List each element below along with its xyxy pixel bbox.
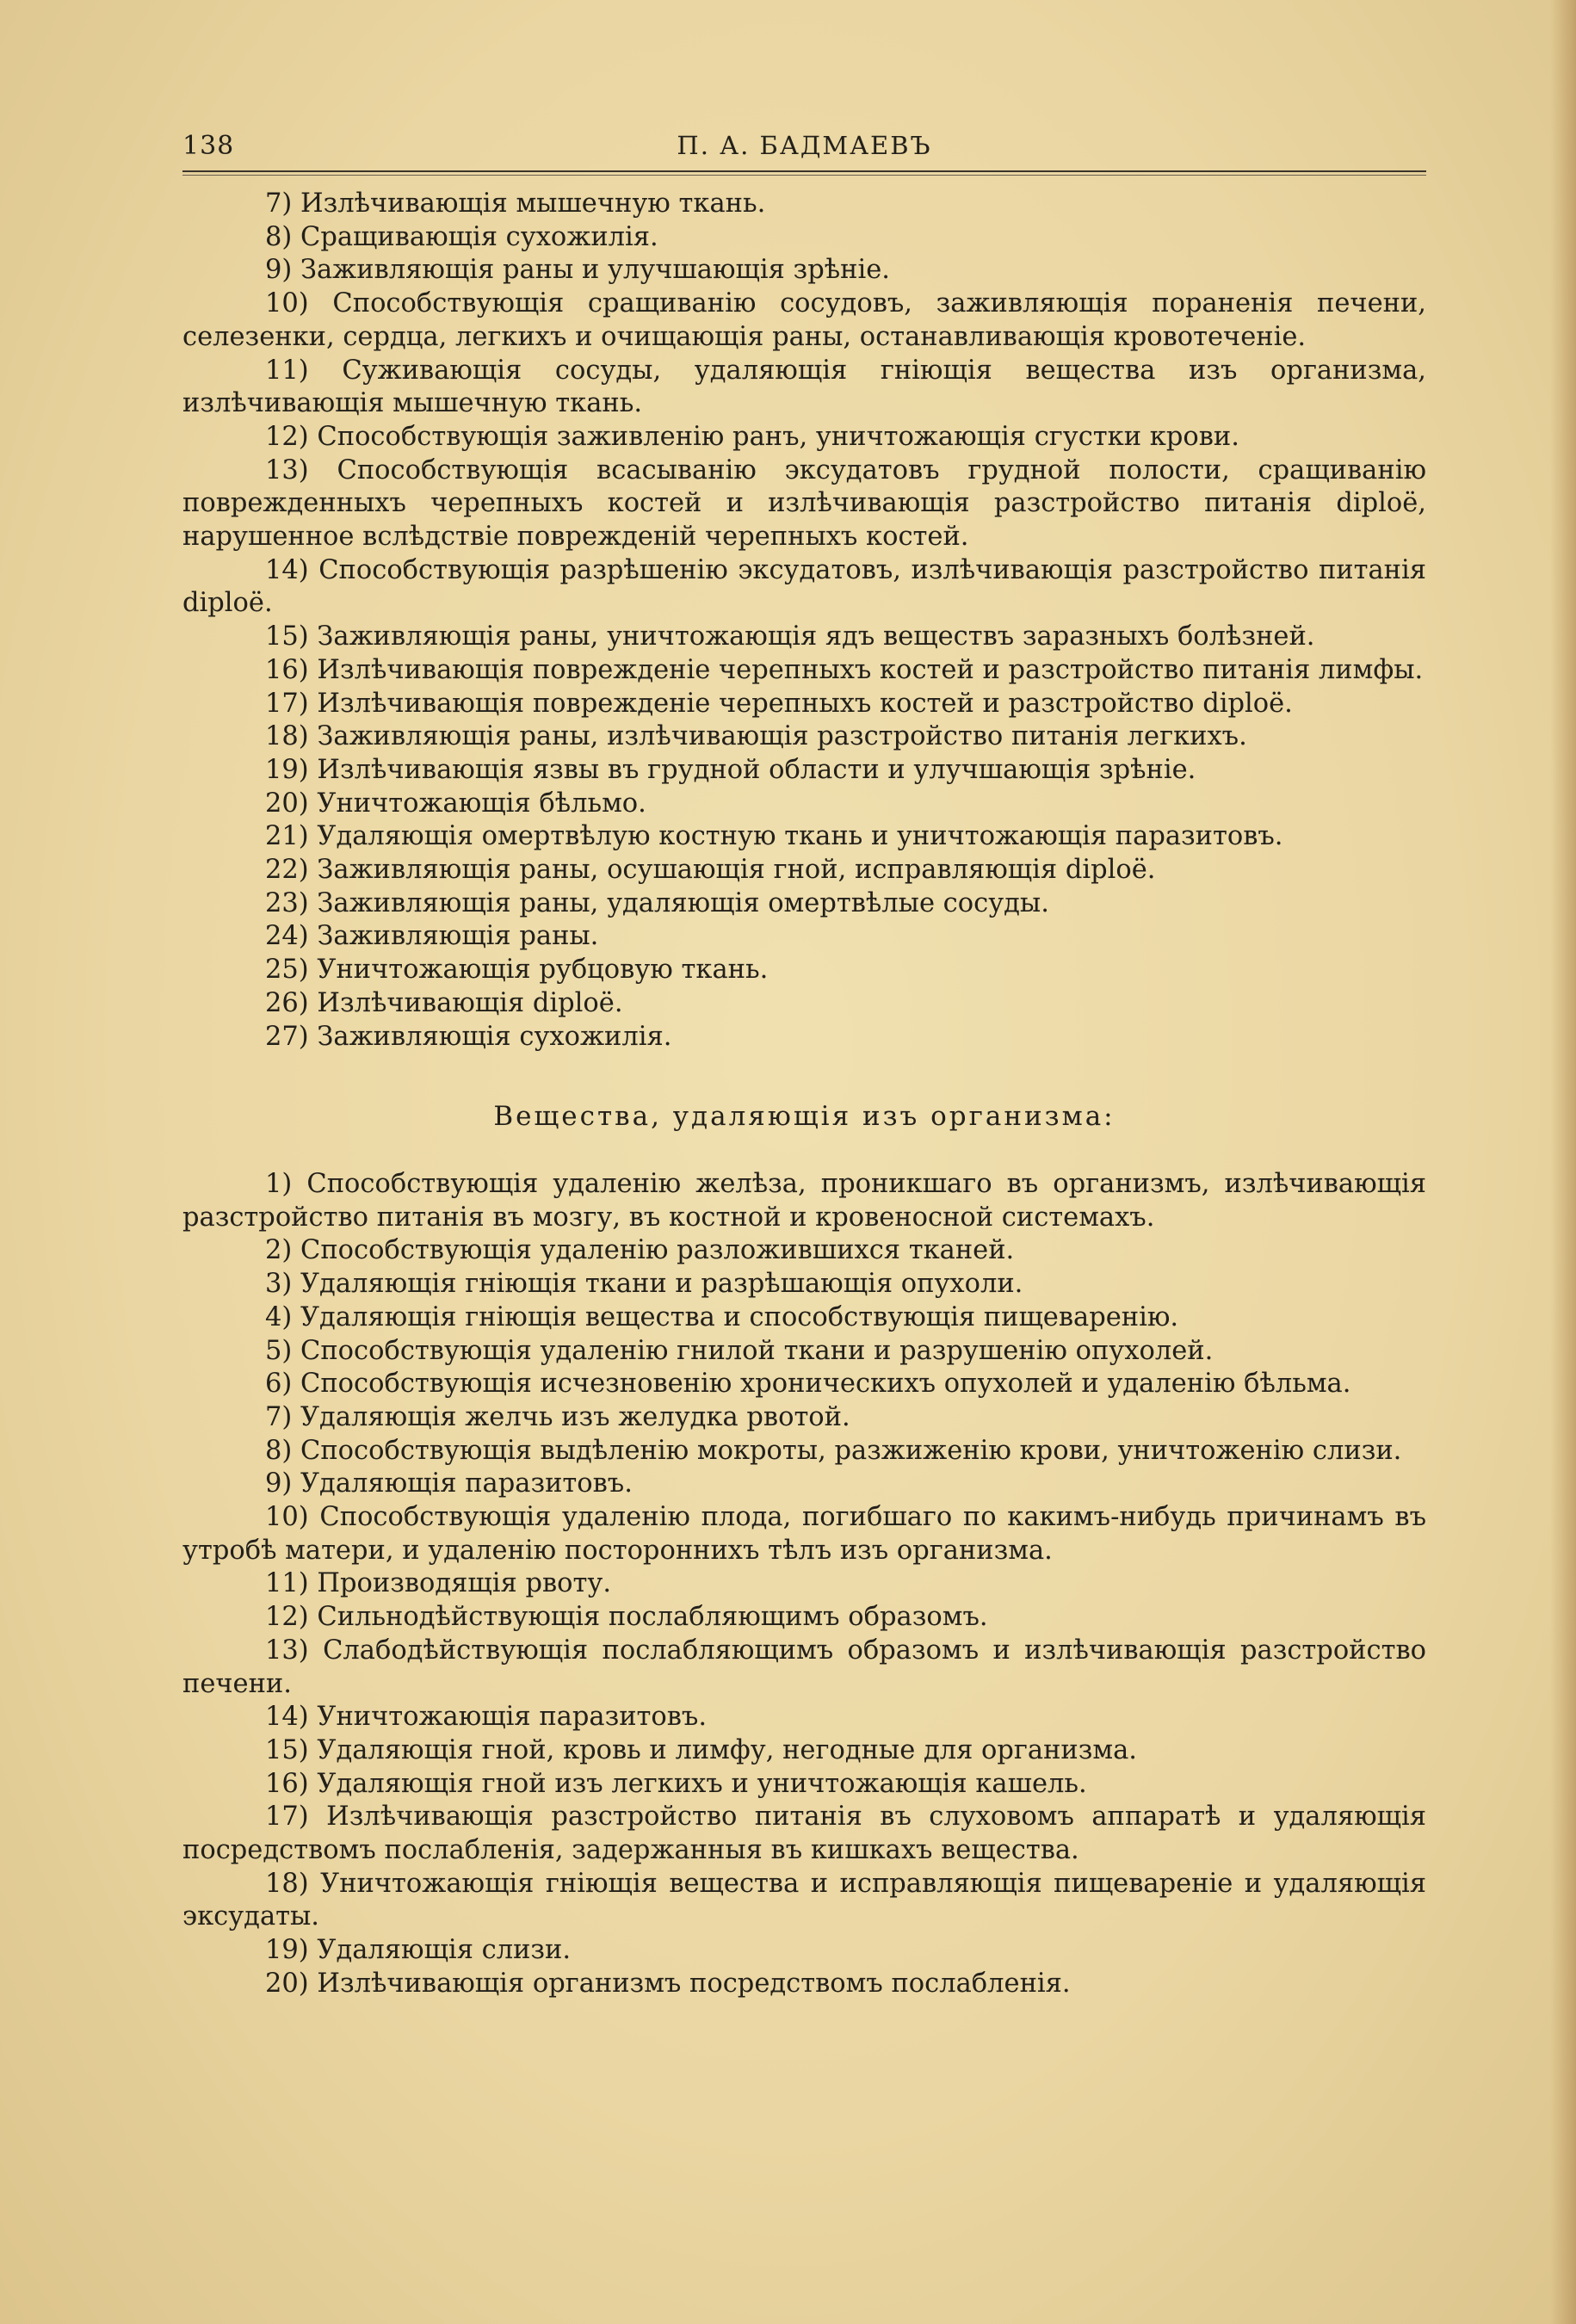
list-item: 10) Способствующія удаленію плода, погибшаго по какимъ-нибудь причинамъ въ утробѣ матери, и удаленію постороннихъ тѣлъ изъ организма.: [182, 1502, 1426, 1566]
list-item: 1) Способствующія удаленію желѣза, проникшаго въ организмъ, излѣчивающія разстройство питанія въ мозгу, въ костной и кровеносной системахъ.: [182, 1168, 1426, 1233]
list-item: 13) Способствующія всасыванію эксудатовъ грудной полости, сращиванію поврежденныхъ черепныхъ костей и излѣчивающія разстройство питанія diploë, нарушенное вслѣдствіе поврежденій черепныхъ костей.: [182, 454, 1426, 553]
list-item: 11) Суживающія сосуды, удаляющія гніющія вещества изъ организма, излѣчивающія мышечную ткань.: [182, 355, 1426, 419]
list-item: 5) Способствующія удаленію гнилой ткани и разрушенію опухолей.: [265, 1335, 1214, 1366]
list-item: 15) Удаляющія гной, кровь и лимфу, негодные для организма.: [265, 1734, 1137, 1765]
list-item: 14) Способствующія разрѣшенію эксудатовъ, излѣчивающія разстройство питанія diploë.: [182, 554, 1426, 619]
list-item: 14) Уничтожающія паразитовъ.: [265, 1702, 708, 1733]
list-item: 10) Способствующія сращиванію сосудовъ, заживляющія пораненія печени, селезенки, сердца, легкихъ и очищающія раны, останавливающія кровотеченіе.: [182, 288, 1426, 352]
list-item: 24) Заживляющія раны.: [265, 921, 599, 952]
list-item: 9) Заживляющія раны и улучшающія зрѣніе.: [265, 255, 890, 286]
list-item: 20) Уничтожающія бѣльмо.: [265, 788, 646, 819]
list-item: 11) Производящія рвоту.: [265, 1568, 612, 1599]
list-item: 8) Сращивающія сухожилія.: [265, 221, 658, 252]
list-item: 17) Излѣчивающія поврежденіе черепныхъ костей и разстройство diploë.: [265, 688, 1293, 719]
list-item: 17) Излѣчивающія разстройство питанія въ слуховомъ аппаратѣ и удаляющія посредствомъ послабленія, задержанныя въ кишкахъ вещества.: [182, 1802, 1426, 1866]
list-item: 12) Способствующія заживленію ранъ, уничтожающія сгустки крови.: [265, 421, 1239, 452]
page-header: [182, 129, 1426, 172]
list-item: 16) Излѣчивающія поврежденіе черепныхъ костей и разстройство питанія лимфы.: [265, 654, 1424, 685]
list-item: 22) Заживляющія раны, осушающія гной, исправляющія diploë.: [265, 855, 1156, 886]
list-item: 3) Удаляющія гніющія ткани и разрѣшающія опухоли.: [265, 1269, 1023, 1300]
substances-list: [182, 1168, 1426, 2001]
list-item: 12) Сильнодѣйствующія послабляющимъ образомъ.: [265, 1602, 988, 1633]
list-item: 4) Удаляющія гніющія вещества и способствующія пищеваренію.: [265, 1301, 1179, 1332]
page-number: 138: [182, 131, 235, 161]
list-item: 8) Способствующія выдѣленію мокроты, разжиженію крови, уничтоженію слизи.: [265, 1435, 1402, 1466]
list-item: 25) Уничтожающія рубцовую ткань.: [265, 955, 769, 986]
list-item: 9) Удаляющія паразитовъ.: [265, 1468, 633, 1499]
list-item: 27) Заживляющія сухожилія.: [265, 1021, 672, 1052]
list-item: 23) Заживляющія раны, удаляющія омертвѣлые сосуды.: [265, 887, 1049, 918]
page-body: [182, 188, 1426, 2001]
header-rule: [182, 170, 1426, 176]
list-item: 16) Удаляющія гной изъ легкихъ и уничтожающія кашель.: [265, 1768, 1087, 1799]
list-item: 7) Удаляющія желчь изъ желудка рвотой.: [265, 1401, 850, 1432]
section-heading: Вещества, удаляющія изъ организма:: [493, 1101, 1116, 1133]
list-item: 21) Удаляющія омертвѣлую костную ткань и уничтожающія паразитовъ.: [265, 821, 1283, 852]
page-edge-shadow: [1550, 0, 1576, 2324]
list-item: 2) Способствующія удаленію разложившихся тканей.: [265, 1235, 1015, 1266]
remedies-list-continued: [182, 188, 1426, 1054]
list-item: 19) Удаляющія слизи.: [265, 1935, 572, 1966]
list-item: 19) Излѣчивающія язвы въ грудной области и улучшающія зрѣніе.: [265, 754, 1196, 785]
list-item: 20) Излѣчивающія организмъ посредствомъ послабленія.: [265, 1968, 1071, 1999]
list-item: 15) Заживляющія раны, уничтожающія ядъ веществъ заразныхъ болѣзней.: [265, 621, 1315, 652]
list-item: 18) Заживляющія раны, излѣчивающія разстройство питанія легкихъ.: [265, 721, 1247, 752]
list-item: 18) Уничтожающія гніющія вещества и исправляющія пищевареніе и удаляющія эксудаты.: [182, 1868, 1426, 1932]
list-item: 26) Излѣчивающія diploë.: [265, 987, 623, 1018]
running-head: П. А. БАДМАЕВЪ: [677, 131, 932, 160]
list-item: 13) Слабодѣйствующія послабляющимъ образомъ и излѣчивающія разстройство печени.: [182, 1635, 1426, 1699]
list-item: 7) Излѣчивающія мышечную ткань.: [265, 189, 766, 219]
list-item: 6) Способствующія исчезновенію хроническихъ опухолей и удаленію бѣльма.: [265, 1369, 1351, 1400]
